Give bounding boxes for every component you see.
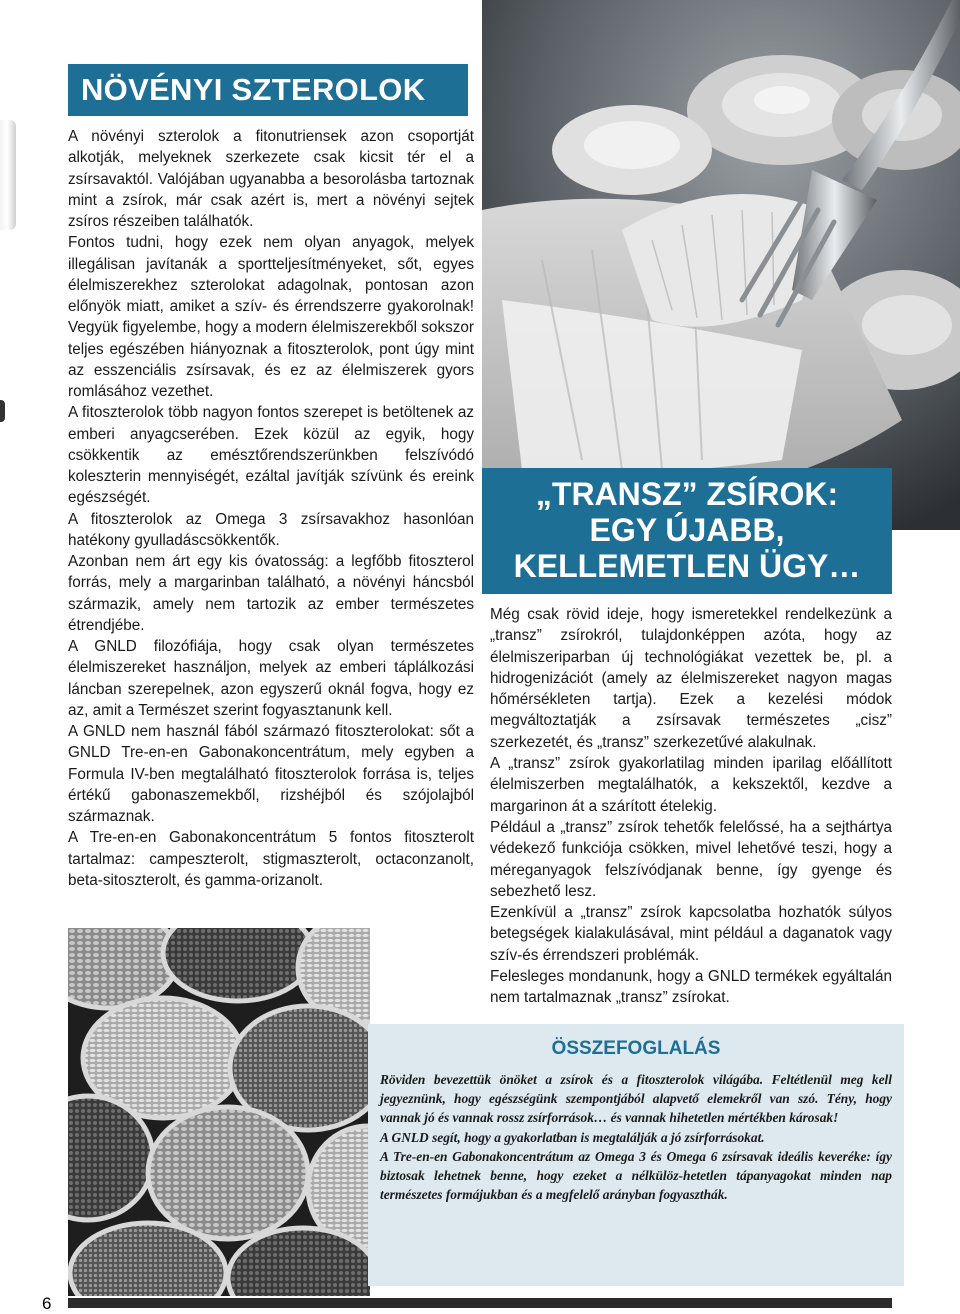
paragraph: Ezenkívül a „transz” zsírok kapcsolatba hozhatók súlyos betegségek kialakulásával, mint például a daganatok vagy szív-és érrendszeri problémák.: [490, 904, 892, 964]
headline-line: KELLEMETLEN ÜGY…: [513, 548, 861, 584]
edge-product-fragment: [0, 120, 16, 230]
right-column-text: [490, 604, 892, 1009]
headline-line: „TRANSZ” ZSÍROK:: [535, 476, 839, 512]
footer-bar: [68, 1298, 892, 1308]
summary-box: [368, 1024, 904, 1286]
paragraph: Még csak rövid ideje, hogy ismeretekkel rendelkezünk a „transz” zsírokról, tulajdonképpen azóta, hogy az élelmiszeriparban új technológiákat vezettek be, pl. a hidrogenizációt (amely az élelmiszereket nagyon magas hőmérsékleten tartja). Ezek a kezelési módok megváltoztatják a zsírsavak természetes „cisz” szerkezetét, és „transz” szerkezetűvé alakulnak.: [490, 606, 892, 751]
paragraph: A fitoszterolok az Omega 3 zsírsavakhoz hasonlóan hatékony gyulladáscsökkentők.: [68, 510, 474, 549]
edge-mark: [0, 400, 5, 422]
section-title: NÖVÉNYI SZTEROLOK: [81, 72, 426, 107]
paragraph: Azonban nem árt egy kis óvatosság: a legfőbb fitoszterol forrás, mely a margarinban található, a növényi háncsból származik, amely nem tartozik az ember természetes étrendjébe.: [68, 553, 474, 634]
fork-cake-illustration: [482, 0, 960, 530]
paragraph: A GNLD filozófiája, hogy csak olyan természetes élelmiszereket használjon, melyek az emberi táplálkozási láncban szerepelnek, azon egyszerű oknál fogva, hogy ez az, amit a Természet szerint fogyasztanunk kell.: [68, 638, 474, 719]
summary-title: ÖSSZEFOGLALÁS: [551, 1038, 721, 1059]
paragraph: Például a „transz” zsírok tehetők felelőssé, ha a sejthártya védekező funkciója csökken, mivel lehetővé teszi, hogy a méreganyagok felszívódjanak benne, így gyenge és sebezhető lesz.: [490, 818, 892, 900]
left-column-text: [68, 126, 474, 891]
summary-paragraph: A Tre-en-en Gabonakoncentrátum az Omega 3 és Omega 6 zsírsavak ideális keveréke: így biztosak lehetnek benne, hogy ezeket a nélkülöz-hetetlen tápanyagokat minden nap természetes formájukban és a megfelelő arányban fogyaszthák.: [380, 1148, 892, 1203]
paragraph: Fontos tudni, hogy ezek nem olyan anyagok, melyek illegálisan javítanák a sportteljesítményeket, sőt, egyes élelmiszerekhez szterolokat adagolnak, pontosan azon előnyök miatt, amiket a szív- és érrendszerre gyakorolnak! Vegyük figyelembe, hogy a modern élelmiszerekből sokszor teljes egészében hiányoznak a fitoszterolok, pont úgy mint az esszenciális zsírsavak, és ez az élelmiszerek gyors romlásához vezethet.: [68, 234, 474, 400]
seeds-illustration: [68, 928, 370, 1296]
summary-paragraph: Röviden bevezettük önöket a zsírok és a fitoszterolok világába. Feltétlenül meg kell jegyeznünk, hogy egészségünk szempontjából alapvető elemekről van szó. Tény, hogy vannak jó és vannak rossz zsírforrások… és vannak hihetetlen mértékben károsak!: [380, 1072, 892, 1126]
page-number: 6: [42, 1294, 52, 1313]
headline-line: EGY ÚJABB,: [589, 512, 785, 548]
paragraph: A GNLD nem használ fából származó fitoszterolokat: sőt a GNLD Tre-en-en Gabonakoncentrátum, mely egyben a Formula IV-ben megtalálható fitoszterolok forrása is, teljes értékű gabonaszemekből, rizshéjból és szójolajból származnak.: [68, 723, 474, 825]
summary-body: [380, 1070, 892, 1204]
paragraph: A Tre-en-en Gabonakoncentrátum 5 fontos fitoszterolt tartalmaz: campeszterolt, stigmaszterolt, octaconzanolt, beta-sitoszterolt, és gamma-orizanolt.: [68, 829, 474, 889]
paragraph: A „transz” zsírok gyakorlatilag minden iparilag előállított élelmiszerben megtalálhatók, a kekszektől, kezdve a margarinon át a szárított ételekig.: [490, 755, 892, 815]
section-title-box: [68, 64, 468, 116]
summary-paragraph: A GNLD segít, hogy a gyakorlatban is megtalálják a jó zsírforrásokat.: [380, 1129, 765, 1145]
seeds-sacks-photo: [68, 928, 370, 1296]
transz-headline-box: [482, 468, 892, 594]
fork-cake-photo: [482, 0, 960, 530]
paragraph: A fitoszterolok több nagyon fontos szerepet is betöltenek az emberi anyagcserében. Ezek közül az egyik, hogy csökkentik az emésztőrendszerünkben felszívódó koleszterin mennyiségét, ezáltal javítják szívünk és ereink egészségét.: [68, 404, 474, 507]
paragraph: A növényi szterolok a fitonutriensek azon csoportját alkotják, melyeknek szerkezete csak kicsit tér el a zsírsavaktól. Valójában ugyanabba a besorolásba tartoznak mint a zsírok, már csak azért is, mert a növényi sejtek zsíros részeiben találhatók.: [68, 128, 474, 230]
paragraph: Felesleges mondanunk, hogy a GNLD termékek egyáltalán nem tartalmaznak „transz” zsírokat.: [490, 968, 892, 1007]
